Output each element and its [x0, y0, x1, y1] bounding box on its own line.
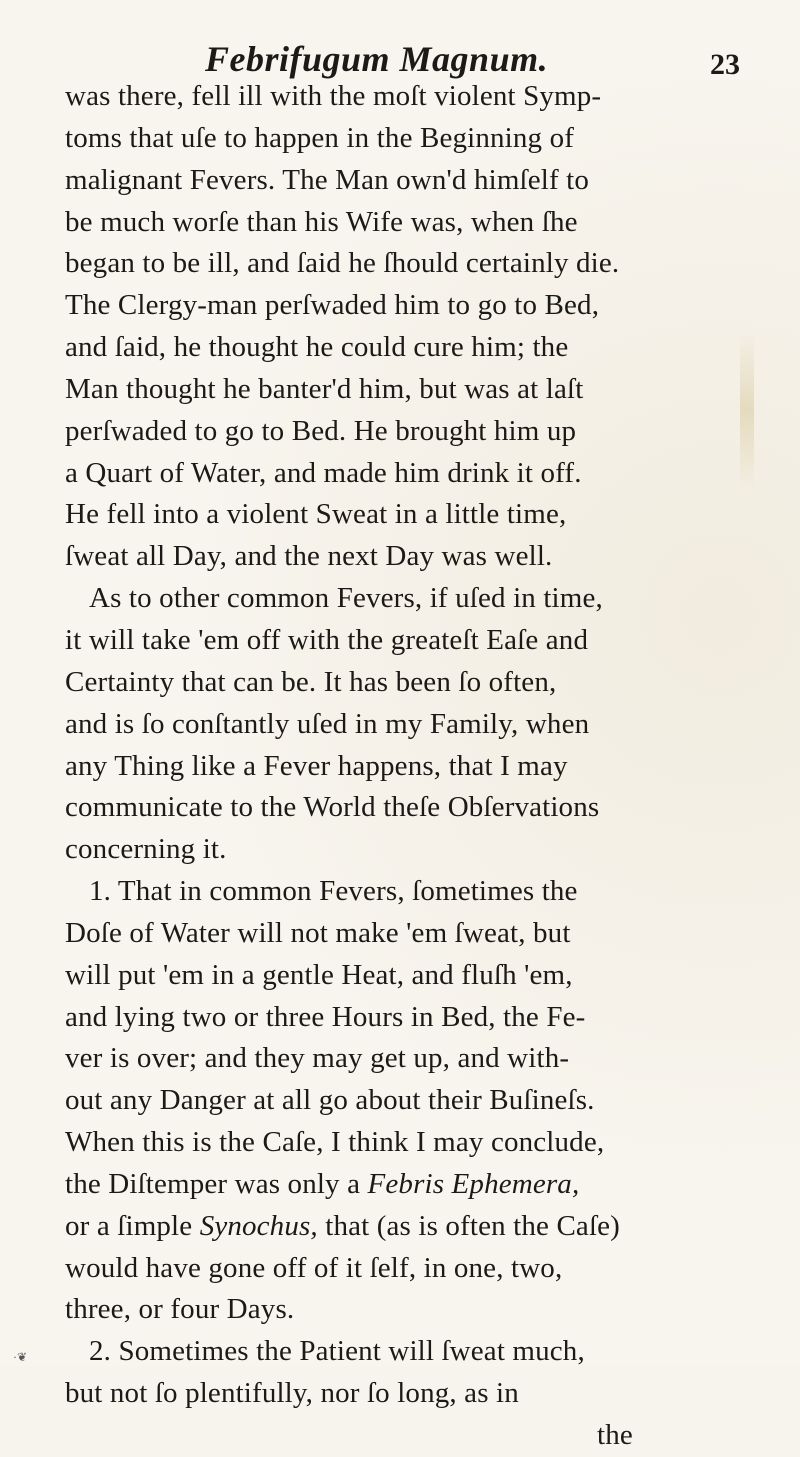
text-line: ſweat all Day, and the next Day was well. — [65, 540, 553, 573]
text-line: it will take 'em off with the greateſt Eaſe and — [65, 623, 589, 656]
text-line: and lying two or three Hours in Bed, the Fe- — [65, 1000, 586, 1033]
body-text — [65, 76, 745, 1457]
text-line: will put 'em in a gentle Heat, and fluſh 'em, — [65, 958, 573, 991]
text-line: When this is the Caſe, I think I may conclude, — [65, 1126, 605, 1159]
text-line: a Quart of Water, and made him drink it off. — [65, 456, 582, 489]
text-line: perſwaded to go to Bed. He brought him up — [65, 414, 577, 447]
text-line: ver is over; and they may get up, and with- — [65, 1042, 570, 1075]
text-line: and ſaid, he thought he could cure him; the — [65, 331, 569, 364]
text-line: The Clergy-man perſwaded him to go to Bed, — [65, 289, 600, 322]
text-line: but not ſo plentifully, nor ſo long, as in — [65, 1377, 519, 1410]
text-line: was there, fell ill with the moſt violent Symp- — [65, 80, 602, 112]
text-line: would have gone off of it ſelf, in one, two, — [65, 1251, 563, 1284]
text-line: Doſe of Water will not make 'em ſweat, but — [65, 916, 571, 949]
printer-mark: ·❦ — [13, 1350, 28, 1364]
numbered-point-1: 1. That in common Fevers, ſometimes the — [89, 875, 578, 908]
page-number: 23 — [710, 48, 740, 81]
italic-term-synochus: Synochus, — [199, 1209, 318, 1242]
text-line: any Thing like a Fever happens, that I may — [65, 749, 568, 782]
text-line: began to be ill, and ſaid he ſhould certainly die. — [65, 247, 620, 280]
text-line: be much worſe than his Wife was, when ſhe — [65, 205, 578, 238]
text-line: He fell into a violent Sweat in a little time, — [65, 498, 567, 531]
text-line-with-italics — [65, 1164, 745, 1206]
text-line: Certainty that can be. It has been ſo often, — [65, 665, 557, 698]
text-line: malignant Fevers. The Man own'd himſelf to — [65, 163, 590, 196]
text-run: or a ſimple — [65, 1209, 193, 1242]
text-line: and is ſo conſtantly uſed in my Family, when — [65, 707, 590, 740]
paragraph-start-line: As to other common Fevers, if uſed in time, — [89, 582, 603, 615]
running-title: Febrifugum Magnum. — [205, 39, 549, 79]
text-line: out any Danger at all go about their Buſineſs. — [65, 1084, 595, 1117]
text-line: three, or four Days. — [65, 1293, 295, 1326]
catchword: the — [597, 1419, 633, 1451]
italic-term-febris-ephemera: Febris Ephemera, — [367, 1167, 580, 1200]
numbered-point-2: 2. Sometimes the Patient will ſweat much, — [89, 1335, 585, 1368]
text-line: Man thought he banter'd him, but was at laſt — [65, 372, 584, 405]
text-line-with-italics — [65, 1206, 745, 1248]
text-run: the Diſtemper was only a — [65, 1167, 361, 1200]
text-line: toms that uſe to happen in the Beginning of — [65, 121, 575, 154]
text-run: that (as is often the Caſe) — [325, 1209, 620, 1242]
text-line: concerning it. — [65, 833, 227, 866]
text-line: communicate to the World theſe Obſervations — [65, 791, 600, 824]
